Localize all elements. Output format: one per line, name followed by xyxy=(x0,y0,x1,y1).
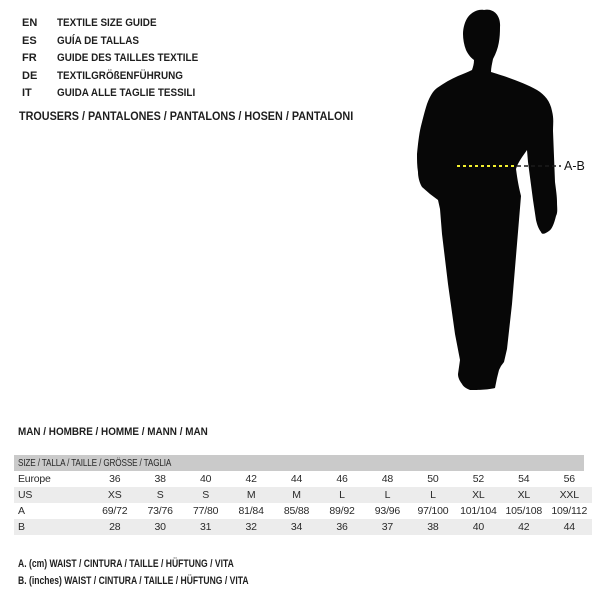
cell: 101/104 xyxy=(460,505,497,517)
size-table xyxy=(14,455,592,535)
cell: XS xyxy=(107,489,122,501)
language-code: IT xyxy=(22,87,32,100)
row-label: B xyxy=(18,521,25,533)
cell: 31 xyxy=(199,521,212,533)
cell: XL xyxy=(472,489,485,501)
table-row-us xyxy=(14,487,592,503)
cell: 56 xyxy=(563,473,575,485)
man-silhouette-shape xyxy=(417,10,557,390)
cell: 30 xyxy=(154,521,166,533)
cell: 44 xyxy=(563,521,575,533)
language-row-de xyxy=(22,68,214,86)
cell: 81/84 xyxy=(238,505,264,517)
cell: 40 xyxy=(472,521,484,533)
table-row-b-inches xyxy=(14,519,592,535)
cell: 42 xyxy=(245,473,257,485)
language-label: GUIDA ALLE TAGLIE TESSILI xyxy=(57,87,196,100)
cell: 42 xyxy=(518,521,530,533)
garment-title: TROUSERS / PANTALONES / PANTALONS / HOSEN / PANTALONI xyxy=(19,109,354,123)
cell: L xyxy=(430,489,436,501)
cell: S xyxy=(156,489,164,501)
language-code: FR xyxy=(22,52,37,65)
waist-marker-label: A-B xyxy=(564,159,585,173)
cell: 97/100 xyxy=(417,505,449,517)
language-label: TEXTILGRÖßENFÜHRUNG xyxy=(57,69,183,82)
section-title: MAN / HOMBRE / HOMME / MANN / MAN xyxy=(18,426,208,438)
language-code: ES xyxy=(22,34,37,47)
cell: 40 xyxy=(199,473,212,485)
language-label: GUÍA DE TALLAS xyxy=(57,34,139,47)
cell: 109/112 xyxy=(551,505,588,517)
language-legend xyxy=(22,15,214,103)
cell: 69/72 xyxy=(102,505,128,517)
cell: M xyxy=(292,489,301,501)
language-row-en xyxy=(22,15,214,33)
cell: 32 xyxy=(245,521,257,533)
row-label: A xyxy=(18,505,25,517)
table-row-europe xyxy=(14,471,592,487)
size-figure xyxy=(413,4,600,394)
cell: 89/92 xyxy=(329,505,355,517)
language-row-it xyxy=(22,85,214,103)
language-code: EN xyxy=(22,17,38,29)
row-label: US xyxy=(18,489,33,501)
man-silhouette xyxy=(413,4,600,394)
language-label: TEXTILE SIZE GUIDE xyxy=(57,17,157,29)
language-code: DE xyxy=(22,69,38,82)
cell: 48 xyxy=(381,473,394,485)
language-row-fr xyxy=(22,50,214,68)
cell: 36 xyxy=(109,473,121,485)
cell: S xyxy=(202,489,210,501)
language-row-es xyxy=(22,33,214,51)
cell: 28 xyxy=(109,521,121,533)
table-row-a-cm xyxy=(14,503,592,519)
cell: 105/108 xyxy=(505,505,543,517)
cell: M xyxy=(246,489,256,501)
cell: 93/96 xyxy=(374,505,401,517)
cell: 34 xyxy=(290,521,303,533)
cell: XL xyxy=(517,489,531,501)
cell: 38 xyxy=(154,473,166,485)
cell: 77/80 xyxy=(192,505,219,517)
language-label: GUIDE DES TAILLES TEXTILE xyxy=(57,52,199,65)
footnote-b: B. (inches) WAIST / CINTURA / TAILLE / HÜFTUNG / VITA xyxy=(18,575,249,587)
cell: 54 xyxy=(518,473,530,485)
cell: XXL xyxy=(559,489,579,501)
cell: 38 xyxy=(427,521,439,533)
measurement-footnotes xyxy=(18,556,314,590)
cell: 52 xyxy=(472,473,484,485)
row-label: Europe xyxy=(18,473,51,485)
cell: L xyxy=(339,489,345,501)
size-table-header: SIZE / TALLA / TAILLE / GRÖSSE / TAGLIA xyxy=(14,455,584,471)
cell: 44 xyxy=(290,473,303,485)
cell: 37 xyxy=(381,521,394,533)
cell: 73/76 xyxy=(147,505,173,517)
cell: 36 xyxy=(336,521,348,533)
cell: 46 xyxy=(336,473,348,485)
cell: 50 xyxy=(427,473,439,485)
footnote-a: A. (cm) WAIST / CINTURA / TAILLE / HÜFTUNG / VITA xyxy=(18,558,234,570)
cell: L xyxy=(384,489,391,501)
cell: 85/88 xyxy=(283,505,310,517)
